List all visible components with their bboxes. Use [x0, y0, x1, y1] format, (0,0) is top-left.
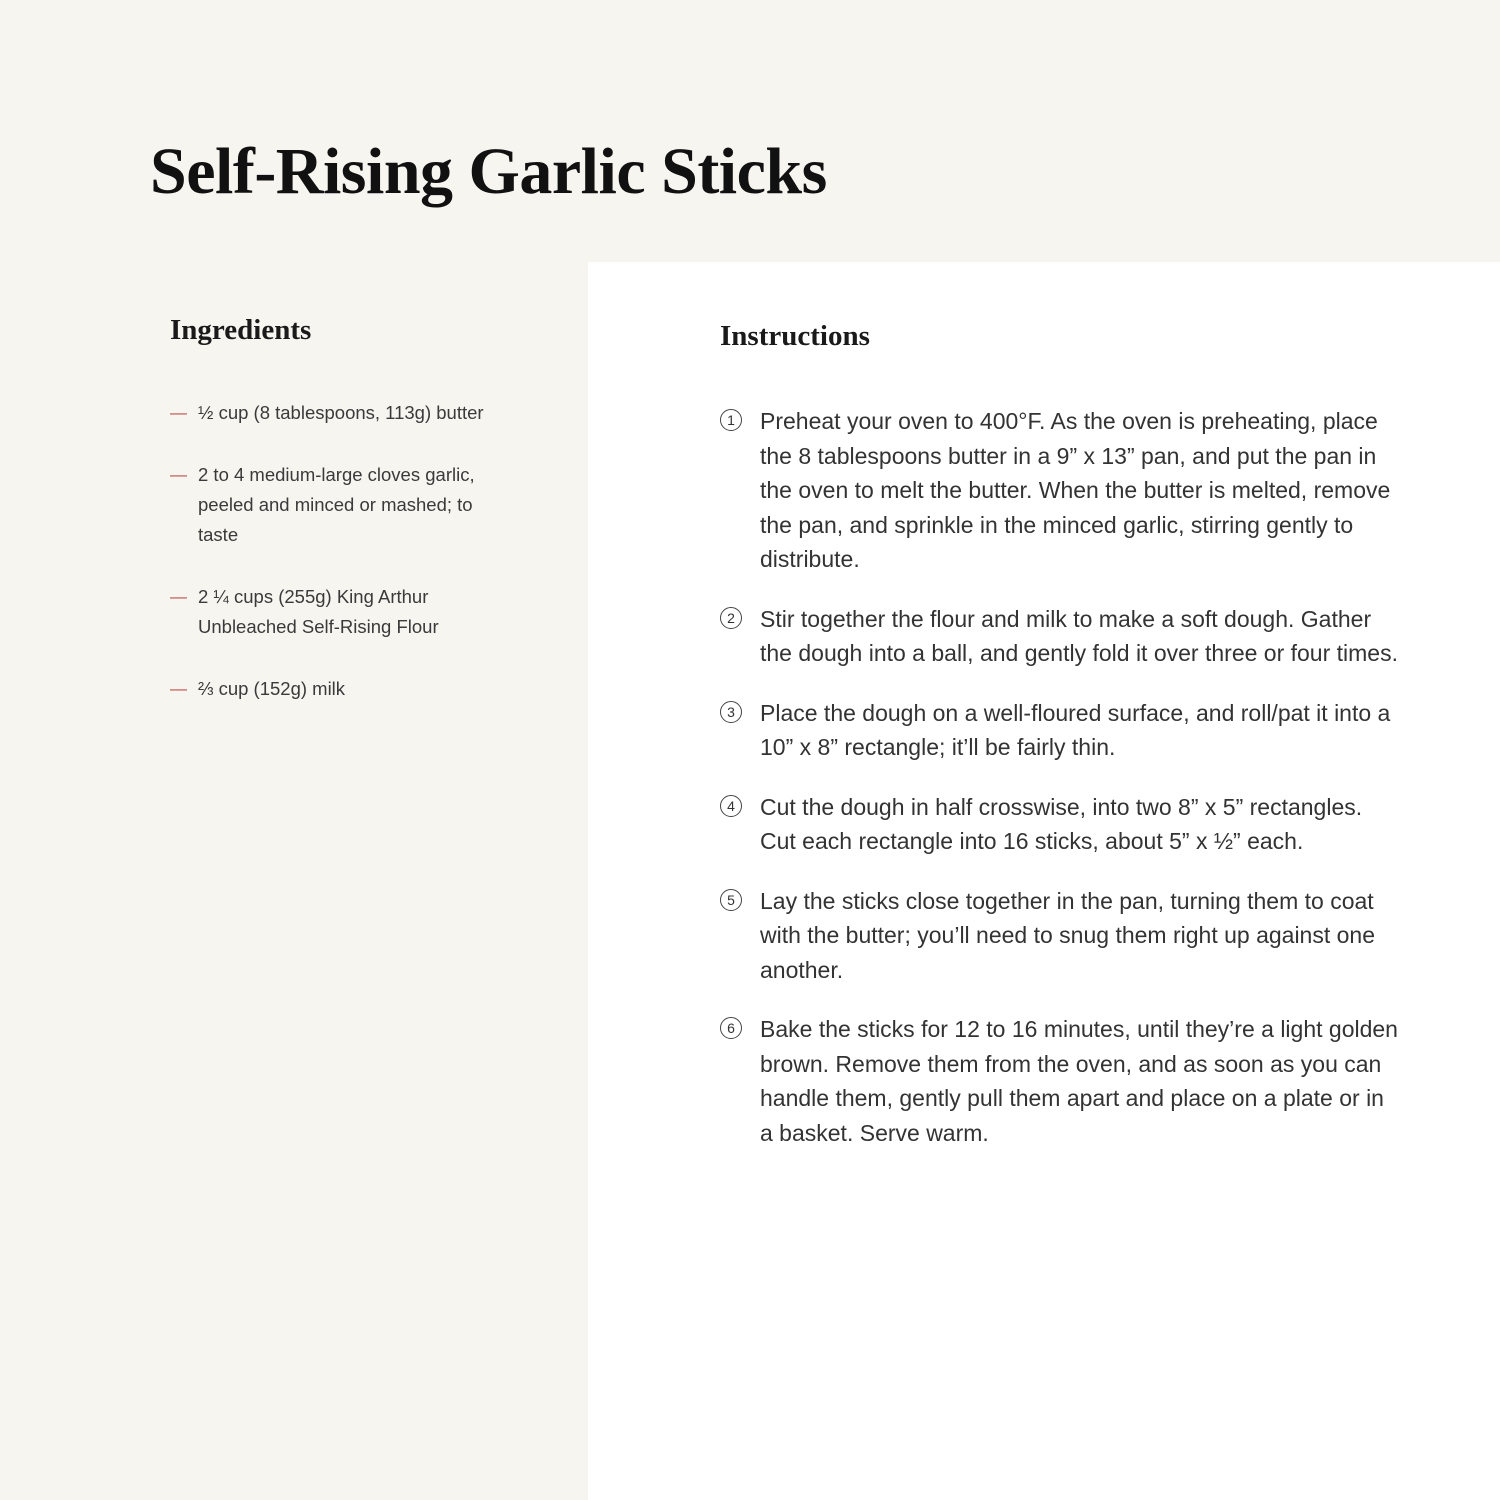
ingredient-list [170, 398, 510, 704]
step-item [720, 1012, 1400, 1150]
ingredient-item [170, 674, 510, 704]
step-item [720, 404, 1400, 577]
ingredient-text: ½ cup (8 tablespoons, 113g) butter [198, 402, 484, 423]
step-item [720, 696, 1400, 765]
step-number-icon: 5 [720, 889, 742, 911]
step-number-icon: 3 [720, 701, 742, 723]
dash-icon: — [170, 587, 187, 606]
ingredients-panel [170, 310, 510, 736]
step-text: Preheat your oven to 400°F. As the oven is preheating, place the 8 tablespoons butter in a 9” x 13” pan, and put the pan in the oven to melt the butter. When the butter is melted, remove the pan, and sprinkle in the minced garlic, stirring gently to distribute. [760, 408, 1391, 572]
ingredient-text: 2 to 4 medium-large cloves garlic, peeled and minced or mashed; to taste [198, 464, 475, 545]
step-text: Lay the sticks close together in the pan, turning them to coat with the butter; you’ll need to snug them right up against one another. [760, 887, 1376, 983]
ingredient-text: ⅔ cup (152g) milk [198, 678, 346, 699]
step-item [720, 602, 1400, 671]
step-number-icon: 1 [720, 409, 742, 431]
step-text: Cut the dough in half crosswise, into two 8” x 5” rectangles. Cut each rectangle into 16 sticks, about 5” x ½” each. [760, 793, 1363, 854]
step-number-icon: 4 [720, 795, 742, 817]
page-title: Self-Rising Garlic Sticks [150, 135, 827, 208]
step-number-icon: 2 [720, 607, 742, 629]
dash-icon: — [170, 679, 187, 698]
instructions-card [588, 262, 1500, 1500]
step-text: Stir together the flour and milk to make a soft dough. Gather the dough into a ball, and gently fold it over three or four times. [760, 605, 1398, 666]
instructions-heading: Instructions [720, 320, 870, 352]
step-text: Bake the sticks for 12 to 16 minutes, until they’re a light golden brown. Remove them from the oven, and as soon as you can handle them, gently pull them apart and place on a plate or in a basket. Serve warm. [760, 1016, 1398, 1146]
ingredient-item [170, 582, 510, 642]
step-list [720, 404, 1400, 1150]
ingredient-text: 2 ¼ cups (255g) King Arthur Unbleached Self-Rising Flour [198, 586, 439, 637]
step-item [720, 884, 1400, 988]
dash-icon: — [170, 465, 187, 484]
ingredient-item [170, 398, 510, 428]
step-item [720, 790, 1400, 859]
ingredients-heading: Ingredients [170, 314, 312, 346]
step-number-icon: 6 [720, 1017, 742, 1039]
dash-icon: — [170, 403, 187, 422]
ingredient-item [170, 460, 510, 550]
instructions-panel [720, 316, 1400, 1175]
step-text: Place the dough on a well-floured surface, and roll/pat it into a 10” x 8” rectangle; it’ll be fairly thin. [760, 699, 1391, 760]
